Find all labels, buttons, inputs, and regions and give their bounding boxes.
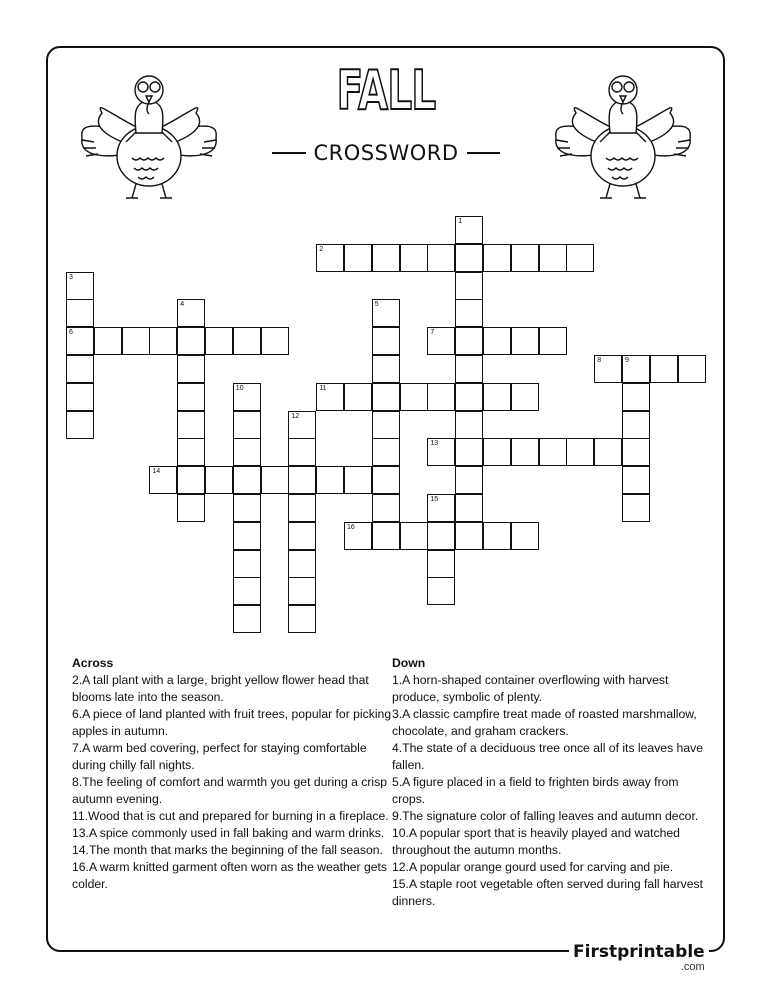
crossword-cell[interactable] (539, 327, 567, 355)
crossword-cell[interactable] (483, 244, 511, 272)
crossword-cell[interactable] (372, 299, 400, 327)
across-clue: 6.A piece of land planted with fruit trees, popular for picking apples in autumn. (72, 707, 392, 738)
clue-number: 3 (69, 273, 73, 281)
crossword-cell[interactable] (316, 383, 344, 411)
across-clue: 14.The month that marks the beginning of the fall season. (72, 843, 383, 857)
across-clue: 16.A warm knitted garment often worn as the weather gets colder. (72, 860, 388, 891)
crossword-cell[interactable] (288, 438, 316, 466)
crossword-cell[interactable] (122, 327, 150, 355)
crossword-cell[interactable] (177, 383, 205, 411)
crossword-cell[interactable] (344, 383, 372, 411)
crossword-cell[interactable] (288, 411, 316, 439)
crossword-cell[interactable] (94, 327, 122, 355)
subtitle-text: CROSSWORD (313, 141, 459, 165)
crossword-cell[interactable] (427, 327, 455, 355)
across-clue: 11.Wood that is cut and prepared for burning in a fireplace. (72, 809, 389, 823)
down-clue: 4.The state of a deciduous tree once all of its leaves have fallen. (392, 741, 703, 772)
crossword-cell[interactable] (66, 383, 94, 411)
crossword-cell[interactable] (149, 327, 177, 355)
crossword-cell[interactable] (149, 466, 177, 494)
crossword-cell[interactable] (288, 577, 316, 605)
crossword-cell[interactable] (622, 355, 650, 383)
across-clues (72, 655, 392, 893)
crossword-cell[interactable] (427, 550, 455, 578)
down-clue: 9.The signature color of falling leaves and autumn decor. (392, 809, 699, 823)
crossword-cell[interactable] (566, 438, 594, 466)
crossword-cell[interactable] (483, 438, 511, 466)
crossword-cell[interactable] (288, 494, 316, 522)
clue-number: 7 (430, 329, 435, 337)
crossword-cell[interactable] (372, 244, 400, 272)
crossword-cell[interactable] (622, 411, 650, 439)
crossword-cell[interactable] (650, 355, 678, 383)
crossword-cell[interactable] (539, 438, 567, 466)
crossword-cell[interactable] (316, 244, 344, 272)
crossword-cell[interactable] (288, 522, 316, 550)
crossword-cell[interactable] (511, 438, 539, 466)
crossword-cell[interactable] (566, 244, 594, 272)
crossword-cell[interactable] (427, 383, 455, 411)
crossword-cell[interactable] (455, 327, 483, 355)
crossword-cell[interactable] (511, 327, 539, 355)
crossword-cell[interactable] (233, 577, 261, 605)
crossword-cell[interactable] (66, 327, 94, 355)
brand-name: Firstprintable (573, 942, 705, 962)
down-clue: 12.A popular orange gourd used for carving and pie. (392, 860, 674, 874)
crossword-cell[interactable] (455, 522, 483, 550)
crossword-cell[interactable] (372, 438, 400, 466)
crossword-cell[interactable] (427, 244, 455, 272)
crossword-cell[interactable] (594, 355, 622, 383)
across-heading: Across (72, 656, 114, 670)
crossword-cell[interactable] (177, 355, 205, 383)
crossword-cell[interactable] (177, 299, 205, 327)
crossword-cell[interactable] (455, 355, 483, 383)
crossword-cell[interactable] (233, 605, 261, 633)
crossword-cell[interactable] (483, 327, 511, 355)
crossword-cell[interactable] (455, 383, 483, 411)
crossword-cell[interactable] (261, 466, 289, 494)
crossword-cell[interactable] (66, 411, 94, 439)
crossword-cell[interactable] (455, 272, 483, 300)
crossword-cell[interactable] (455, 494, 483, 522)
crossword-cell[interactable] (455, 216, 483, 244)
clue-number: 9 (625, 357, 629, 364)
crossword-cell[interactable] (233, 383, 261, 411)
crossword-cell[interactable] (511, 383, 539, 411)
crossword-cell[interactable] (177, 438, 205, 466)
down-heading: Down (392, 656, 426, 670)
across-clue: 2.A tall plant with a large, bright yellow flower head that blooms late into the season. (72, 673, 369, 704)
clue-number: 16 (347, 523, 355, 531)
down-clue: 10.A popular sport that is heavily played and watched throughout the autumn months. (392, 826, 680, 857)
crossword-cell[interactable] (66, 355, 94, 383)
clue-number: 4 (180, 301, 185, 309)
crossword-cell[interactable] (372, 466, 400, 494)
crossword-cell[interactable] (427, 522, 455, 550)
crossword-cell[interactable] (261, 327, 289, 355)
crossword-cell[interactable] (427, 438, 455, 466)
crossword-cell[interactable] (372, 411, 400, 439)
crossword-cell[interactable] (233, 522, 261, 550)
crossword-cell[interactable] (205, 466, 233, 494)
crossword-cell[interactable] (177, 411, 205, 439)
down-clue: 5.A figure placed in a field to frighten birds away from crops. (392, 775, 679, 806)
crossword-cell[interactable] (400, 244, 428, 272)
down-clue: 3.A classic campfire treat made of roasted marshmallow, chocolate, and graham crackers. (392, 707, 697, 738)
crossword-cell[interactable] (622, 383, 650, 411)
page-title: FALL (336, 59, 436, 122)
crossword-cell[interactable] (344, 244, 372, 272)
crossword-cell[interactable] (372, 355, 400, 383)
crossword-cell[interactable] (455, 438, 483, 466)
crossword-cell[interactable] (427, 494, 455, 522)
crossword-cell[interactable] (344, 466, 372, 494)
crossword-cell[interactable] (483, 383, 511, 411)
crossword-cell[interactable] (622, 494, 650, 522)
crossword-cell[interactable] (177, 327, 205, 355)
crossword-cell[interactable] (66, 272, 94, 300)
crossword-cell[interactable] (455, 411, 483, 439)
crossword-cell[interactable] (400, 522, 428, 550)
crossword-cell[interactable] (177, 494, 205, 522)
crossword-cell[interactable] (205, 327, 233, 355)
brand-logo (569, 942, 709, 973)
crossword-cell[interactable] (427, 577, 455, 605)
crossword-cell[interactable] (483, 522, 511, 550)
crossword-cell[interactable] (511, 522, 539, 550)
down-clues (392, 655, 712, 910)
down-clue: 15.A staple root vegetable often served during fall harvest dinners. (392, 877, 703, 908)
crossword-cell[interactable] (455, 466, 483, 494)
crossword-cell[interactable] (288, 605, 316, 633)
clue-number: 12 (291, 412, 300, 420)
crossword-cell[interactable] (288, 550, 316, 578)
crossword-cell[interactable] (539, 244, 567, 272)
crossword-cell[interactable] (594, 438, 622, 466)
crossword-cell[interactable] (344, 522, 372, 550)
crossword-cell[interactable] (316, 466, 344, 494)
crossword-cell[interactable] (177, 466, 205, 494)
across-clue: 8.The feeling of comfort and warmth you get during a crisp autumn evening. (72, 775, 388, 806)
clue-number: 6 (69, 329, 73, 337)
crossword-cell[interactable] (372, 522, 400, 550)
crossword-cell[interactable] (455, 244, 483, 272)
crossword-cell[interactable] (622, 466, 650, 494)
crossword-cell[interactable] (233, 550, 261, 578)
brand-domain: .com (680, 961, 705, 973)
clue-number: 14 (152, 468, 161, 476)
clue-number: 11 (319, 384, 327, 392)
clue-number: 5 (374, 301, 379, 309)
crossword-cell[interactable] (400, 383, 428, 411)
crossword-cell[interactable] (372, 327, 400, 355)
across-clue: 7.A warm bed covering, perfect for staying comfortable during chilly fall nights. (72, 741, 367, 772)
crossword-cell[interactable] (233, 466, 261, 494)
crossword-cell[interactable] (288, 466, 316, 494)
clue-number: 1 (458, 218, 463, 225)
clue-number: 8 (597, 357, 602, 364)
crossword-cell[interactable] (455, 299, 483, 327)
crossword-cell[interactable] (233, 438, 261, 466)
clue-number: 13 (430, 440, 439, 448)
crossword-cell[interactable] (372, 383, 400, 411)
crossword-cell[interactable] (372, 494, 400, 522)
clue-number: 15 (430, 496, 439, 503)
crossword-cell[interactable] (66, 299, 94, 327)
down-clue: 1.A horn-shaped container overflowing with harvest produce, symbolic of plenty. (392, 673, 669, 704)
crossword-cell[interactable] (678, 355, 706, 383)
crossword-cell[interactable] (233, 327, 261, 355)
crossword-cell[interactable] (511, 244, 539, 272)
crossword-cell[interactable] (233, 411, 261, 439)
across-clue: 13.A spice commonly used in fall baking and warm drinks. (72, 826, 385, 840)
clue-number: 2 (319, 245, 324, 253)
crossword-cell[interactable] (622, 438, 650, 466)
clue-number: 10 (235, 384, 244, 392)
crossword-cell[interactable] (233, 494, 261, 522)
